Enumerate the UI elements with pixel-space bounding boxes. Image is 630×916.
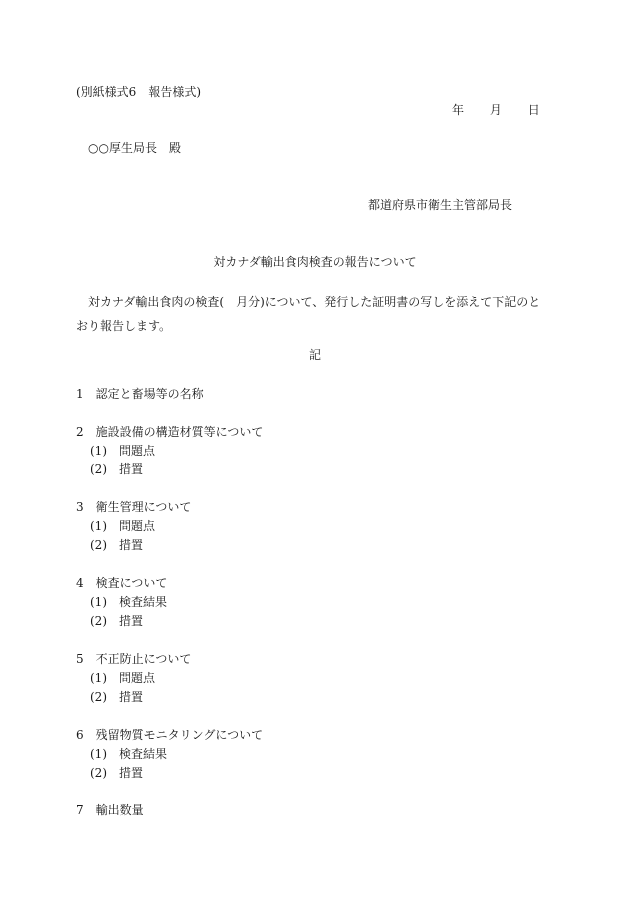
date-line bbox=[452, 102, 540, 118]
section-item: (2) 措置 bbox=[90, 538, 143, 552]
section-item: (1) 検査結果 bbox=[90, 747, 167, 761]
section-item: (1) 問題点 bbox=[90, 671, 155, 685]
section-heading: 5 不正防止について bbox=[76, 652, 192, 666]
addressee: ○○厚生局長 殿 bbox=[88, 141, 181, 155]
date-year: 年 bbox=[452, 103, 465, 117]
section-heading: 1 認定と畜場等の名称 bbox=[76, 387, 204, 401]
section-heading: 4 検査について bbox=[76, 576, 168, 590]
section-heading: 2 施設設備の構造材質等について bbox=[76, 425, 264, 439]
section-heading: 6 残留物質モニタリングについて bbox=[76, 728, 264, 742]
document-title: 対カナダ輸出食肉検査の報告について bbox=[213, 255, 417, 269]
ki-label: 記 bbox=[308, 348, 321, 362]
sender: 都道府県市衛生主管部局長 bbox=[368, 198, 513, 212]
form-label: (別紙様式6 報告様式) bbox=[76, 85, 201, 99]
date-month: 月 bbox=[489, 103, 502, 117]
section-item: (2) 措置 bbox=[90, 690, 143, 704]
section-item: (1) 問題点 bbox=[90, 444, 155, 458]
date-day: 日 bbox=[527, 103, 540, 117]
section-heading: 3 衛生管理について bbox=[76, 500, 192, 514]
section-item: (1) 問題点 bbox=[90, 519, 155, 533]
section-item: (2) 措置 bbox=[90, 766, 143, 780]
section-item: (2) 措置 bbox=[90, 462, 143, 476]
section-item: (2) 措置 bbox=[90, 614, 143, 628]
body-paragraph: 対カナダ輸出食肉の検査( 月分)について、発行した証明書の写しを添えて下記のとおり報告します。 bbox=[76, 295, 541, 333]
section-item: (1) 検査結果 bbox=[90, 595, 167, 609]
section-heading: 7 輸出数量 bbox=[76, 803, 144, 817]
